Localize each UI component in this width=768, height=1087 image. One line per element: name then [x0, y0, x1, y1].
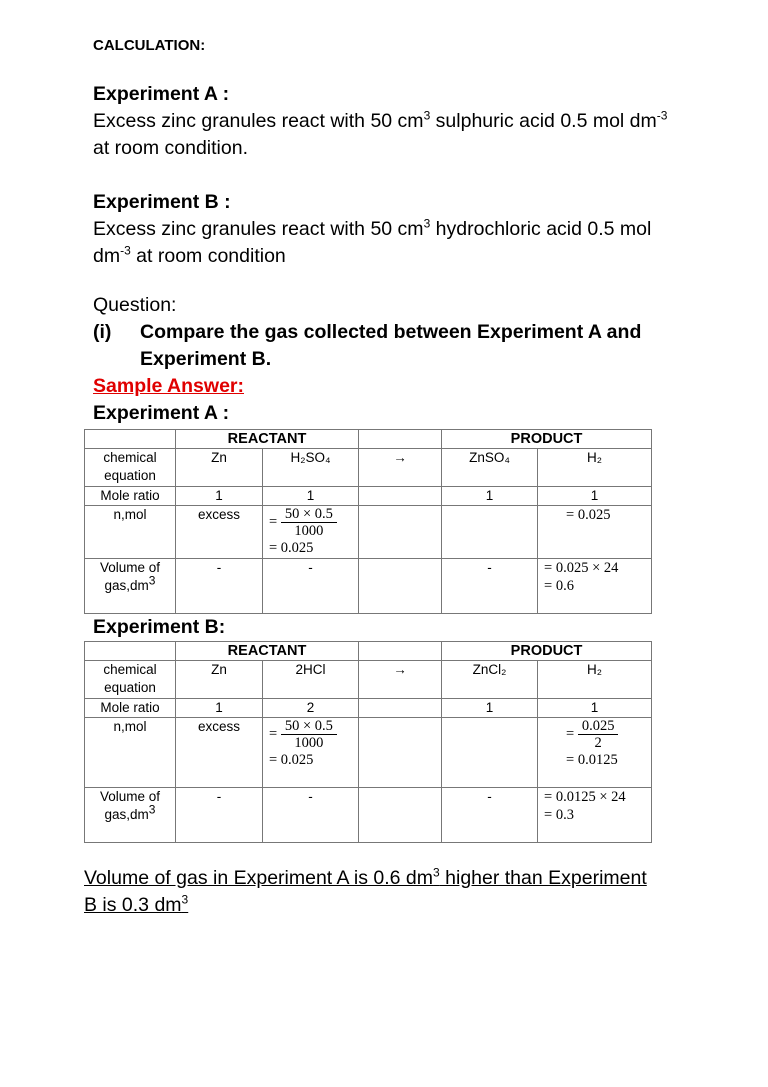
cell: = 0.025 × 24 = 0.6 — [538, 559, 652, 614]
reactant-header: REACTANT — [176, 430, 359, 449]
fraction-cell: = $\frac{0.025}{2}$ = 0.0125 — [538, 718, 652, 788]
sample-answer-label: Sample Answer: — [93, 375, 244, 397]
cell: 2HCl — [263, 661, 359, 699]
table-b-title: Experiment B: — [93, 616, 226, 638]
cell: 1 — [176, 699, 263, 718]
conclusion-line2: B is 0.3 $dm^3$ — [84, 892, 189, 916]
row-label: Mole ratio — [85, 699, 176, 718]
cell: 1 — [442, 699, 538, 718]
cell: H₂ — [538, 449, 652, 487]
cell: = 0.025 — [538, 506, 652, 559]
fraction-cell: = $\frac{50 \times 0.5}{1000}$ = 0.025 — [263, 718, 359, 788]
cell: Zn — [176, 449, 263, 487]
row-label: n,mol — [85, 718, 176, 788]
cell: excess — [176, 506, 263, 559]
cell: 2 — [263, 699, 359, 718]
question-number: (i) — [93, 321, 112, 343]
row-label: Mole ratio — [85, 487, 176, 506]
cell: 1 — [263, 487, 359, 506]
cell: ZnCl₂ — [442, 661, 538, 699]
table-a-title: Experiment A : — [93, 402, 230, 424]
cell: - — [442, 788, 538, 843]
cell: - — [442, 559, 538, 614]
row-label: chemical equation — [85, 449, 176, 487]
question-text-1: Compare the gas collected between Experiment A and — [140, 321, 642, 343]
cell: - — [263, 559, 359, 614]
product-header: PRODUCT — [442, 642, 652, 661]
question-text-2: Experiment B. — [140, 348, 272, 370]
row-label: n,mol — [85, 506, 176, 559]
row-label: Volume of $gas,dm^3$ — [85, 559, 176, 614]
experiment-a-table — [84, 429, 652, 614]
experiment-b-table — [84, 641, 652, 843]
cell: - — [176, 559, 263, 614]
cell: ZnSO₄ — [442, 449, 538, 487]
cell: H₂SO₄ — [263, 449, 359, 487]
question-row-1 — [93, 319, 768, 346]
fraction-cell: = $\frac{50 \times 0.5}{1000}$ = 0.025 — [263, 506, 359, 559]
experiment-b-title: Experiment B : — [93, 191, 231, 213]
experiment-b-line2: $dm^{-3}$ at room condition — [93, 243, 286, 267]
question-label: Question: — [93, 294, 177, 316]
experiment-a-title: Experiment A : — [93, 83, 230, 105]
experiment-a-line2: at room condition. — [93, 137, 249, 159]
reactant-header: REACTANT — [176, 642, 359, 661]
row-label: Volume of $gas,dm^3$ — [85, 788, 176, 843]
arrow-icon: → — [359, 449, 442, 487]
question-row-2 — [93, 346, 768, 373]
product-header: PRODUCT — [442, 430, 652, 449]
arrow-icon: → — [359, 661, 442, 699]
experiment-a-line1: Excess zinc granules react with 50 $cm^3$ sulphuric acid 0.5 mol $dm^{-3}$ — [93, 108, 668, 132]
cell: excess — [176, 718, 263, 788]
cell: 1 — [442, 487, 538, 506]
cell: = 0.0125 × 24 = 0.3 — [538, 788, 652, 843]
cell: - — [176, 788, 263, 843]
conclusion-line1: Volume of gas in Experiment A is 0.6 $dm^3$ higher than Experiment — [84, 865, 647, 889]
cell: 1 — [176, 487, 263, 506]
cell: Zn — [176, 661, 263, 699]
experiment-b-line1: Excess zinc granules react with 50 $cm^3$ hydrochloric acid 0.5 mol — [93, 216, 652, 240]
cell: 1 — [538, 699, 652, 718]
cell: - — [263, 788, 359, 843]
cell: 1 — [538, 487, 652, 506]
cell: H₂ — [538, 661, 652, 699]
heading: CALCULATION: — [93, 37, 206, 54]
row-label: chemical equation — [85, 661, 176, 699]
